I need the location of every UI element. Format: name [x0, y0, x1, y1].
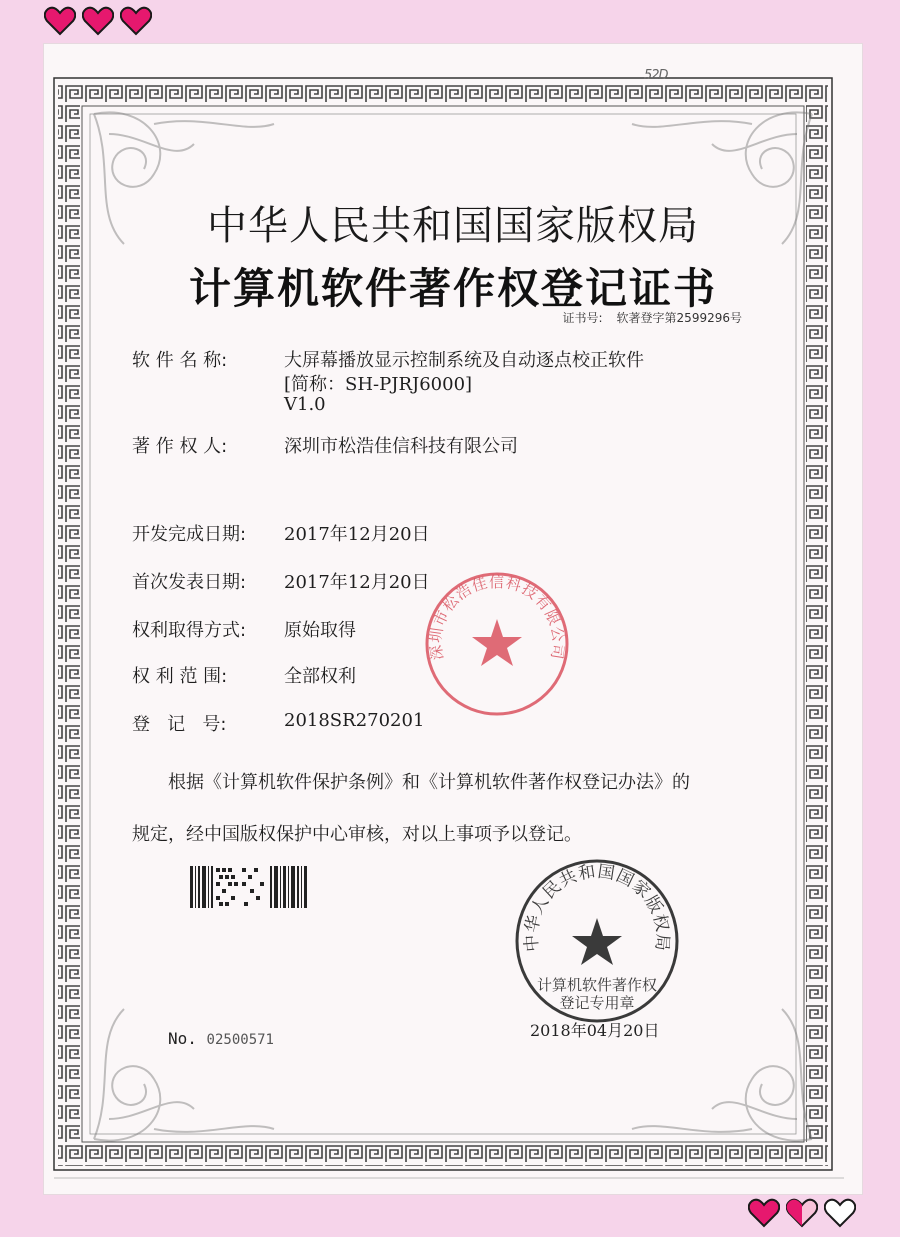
office-seal-text: 中华人民共和国国家版权局: [521, 861, 673, 953]
certificate-number: [563, 309, 743, 326]
software-name-label: 软 件 名 称:: [132, 350, 228, 371]
serial-number: [168, 1029, 274, 1048]
field-copyright-owner: [132, 432, 518, 458]
handwritten-note: 52D: [644, 68, 668, 83]
company-seal-text: 深圳市松浩佳信科技有限公司: [426, 572, 568, 662]
field-publish-date: [132, 568, 430, 594]
heart-empty-icon: [824, 1198, 856, 1228]
copyright-office-seal: [512, 856, 682, 1026]
heart-icon: [748, 1198, 780, 1228]
field-dev-date: [132, 520, 430, 546]
heart-half-icon: [786, 1198, 818, 1228]
certificate-number-label: 证书号:: [562, 311, 603, 325]
certificate-title: 计算机软件著作权登记证书: [188, 264, 717, 313]
acquisition-value: 原始取得: [284, 620, 356, 641]
heart-icon: [44, 6, 76, 36]
copyright-owner-label: 著 作 权 人:: [132, 436, 228, 457]
authority-title: 中华人民共和国国家版权局: [207, 203, 699, 249]
publish-date-value: 2017年12月20日: [284, 572, 430, 593]
office-seal-subtitle-1: 计算机软件著作权: [536, 976, 658, 994]
corner-ornament: [84, 999, 284, 1149]
acquisition-label: 权利取得方式:: [132, 620, 247, 641]
star-icon: [472, 619, 522, 666]
office-seal-subtitle-2: 登记专用章: [559, 994, 635, 1012]
copyright-owner-value: 深圳市松浩佳信科技有限公司: [284, 436, 518, 457]
star-icon: [572, 918, 622, 965]
statement-line-1: 根据《计算机软件保护条例》和《计算机软件著作权登记办法》的: [168, 772, 690, 793]
software-name-value: 大屏幕播放显示控制系统及自动逐点校正软件: [284, 350, 644, 371]
field-reg-no: [132, 710, 425, 736]
software-short-name: [简称：SH-PJRJ6000]: [284, 374, 473, 395]
serial-value: 02500571: [206, 1032, 274, 1048]
field-acquisition: [132, 616, 356, 642]
field-scope: [132, 662, 356, 688]
hearts-decoration-bottom: [748, 1198, 856, 1228]
company-seal: [422, 569, 572, 719]
certificate-paper: [44, 44, 862, 1194]
hearts-decoration-top: [44, 6, 152, 36]
certificate-number-value: 软著登字第2599296号: [616, 311, 742, 325]
dev-date-label: 开发完成日期:: [132, 524, 247, 545]
software-version: V1.0: [284, 394, 326, 415]
statement-line-2: 规定，经中国版权保护中心审核，对以上事项予以登记。: [132, 824, 582, 845]
scope-value: 全部权利: [284, 666, 356, 687]
publish-date-label: 首次发表日期:: [132, 572, 247, 593]
barcode-icon: [190, 866, 310, 908]
scope-label: 权 利 范 围:: [132, 666, 228, 687]
serial-label: No.: [168, 1029, 197, 1048]
dev-date-value: 2017年12月20日: [284, 524, 430, 545]
reg-no-label: 登 记 号:: [132, 714, 227, 735]
issue-date: 2018年04月20日: [530, 1021, 660, 1040]
heart-icon: [82, 6, 114, 36]
heart-icon: [120, 6, 152, 36]
field-software-name: [132, 346, 644, 415]
reg-no-value: 2018SR270201: [284, 710, 425, 731]
